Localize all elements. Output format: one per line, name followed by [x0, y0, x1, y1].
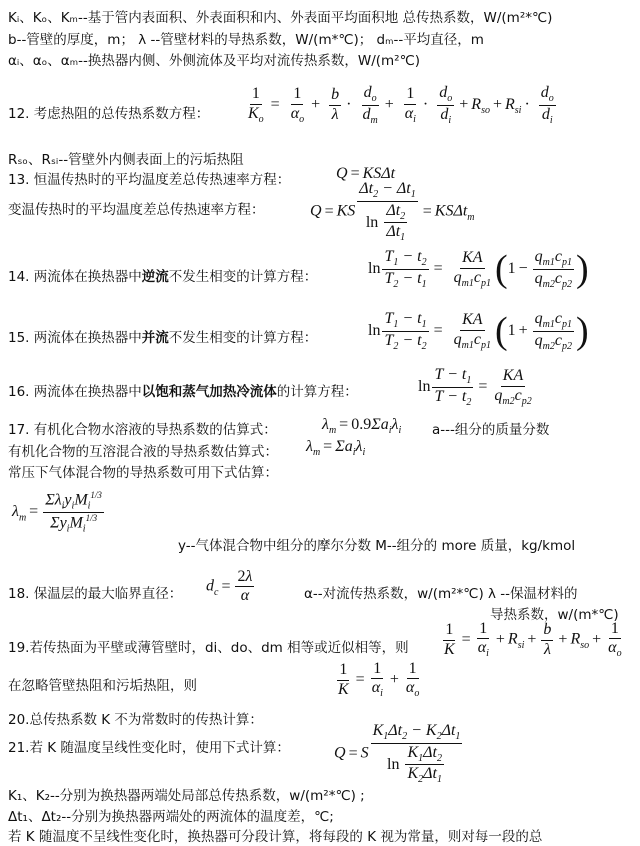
item-16-keyword: 以饱和蒸气加热冷流体 — [141, 384, 277, 400]
equation-19a: $\frac{1}{K}$ = $\frac{1}{\alpha_i}$ + $R_{si}$ + $\frac{b}{\lambda}$ + $R_{so}$ + $\frac{1}{\alpha_o}$ — [444, 620, 622, 660]
item-17-label: 17. 有机化合物水溶液的导热系数的估算式： — [8, 422, 277, 438]
equation-17b: $\lambda_m = \Sigma a_i\lambda_i$ — [306, 438, 366, 459]
text-line-k-definitions: Kᵢ、Kₒ、Kₘ--基于管内表面积、外表面积和内、外表面平均面积地 总传热系数，W/(m²*℃) — [8, 10, 553, 26]
item-18-label: 18. 保温层的最大临界直径： — [8, 586, 183, 602]
equation-16: ln $\frac{T - t_1}{T - t_2}$ = $\frac{KA}{q_{m2}c_{p2}}$ — [418, 366, 532, 408]
item-16-label — [8, 380, 358, 400]
equation-14: ln $\frac{T_1 - t_2}{T_2 - t_1}$ = $\frac{KA}{q_{m1}c_{p1}}$ (1 − $\frac{q_{m1}c_{p1}}{q_{m2}c_{p2}}$ ) — [368, 248, 589, 291]
text-line-k1-k2: K₁、K₂--分别为换热器两端处局部总传热系数，w/(m²*℃) ; — [8, 788, 365, 804]
item-14-text-c: 不发生相变的计算方程： — [168, 269, 318, 285]
item-17-note: a---组分的质量分数 — [432, 422, 550, 438]
item-14-keyword: 逆流 — [141, 269, 169, 285]
equation-13a: Q = KSΔt — [336, 165, 396, 182]
equation-19b: $\frac{1}{K}$ = $\frac{1}{\alpha_i}$ + $\frac{1}{\alpha_o}$ — [338, 660, 420, 700]
item-19-label: 19.若传热面为平壁或薄管壁时，di、do、dm 相等或近似相等，则 — [8, 640, 409, 656]
equation-13b: Q = KS $\Delta t_2 - \Delta t_1$ ln $\frac{\Delta t_2}{\Delta t_1}$ = KSΔt$_m$ — [310, 180, 475, 244]
item-17b-label: 有机化合物的互溶混合液的导热系数估算式： — [8, 444, 278, 460]
equation-21: Q = S $K_1\Delta t_2 - K_2\Delta t_1$ ln $\frac{K_1\Delta t_2}{K_2\Delta t_1}$ — [334, 722, 461, 786]
equation-17c: $\lambda_m$ = $\frac{\Sigma\lambda_iy_iM_i^{1/3}}{\Sigma y_iM_i^{1/3}}$ — [12, 490, 102, 535]
item-16-text-c: 的计算方程： — [276, 384, 358, 400]
text-line-fouling-resistance: Rₛₒ、Rₛᵢ--管壁外内侧表面上的污垢热阻 — [8, 152, 244, 168]
item-15-label — [8, 326, 317, 346]
item-18-note: α--对流传热系数，w/(m²*℃) λ --保温材料的 — [304, 586, 578, 602]
item-21-label: 21.若 K 随温度呈线性变化时，使用下式计算： — [8, 740, 290, 756]
equation-12: $\frac{1}{K_o}$ = $\frac{1}{\alpha_o}$ + $\frac{b}{\lambda}$ · $\frac{d_o}{d_m}$ + $\frac{1}{\alpha_i}$ · $\frac{d_o}{d_i}$ + $R_{so} + R_{si}$ · $\frac{d_o}{d_i}$ — [248, 84, 554, 126]
item-13-label: 13. 恒温传热时的平均温度差总传热速率方程： — [8, 172, 291, 188]
item-20-label: 20.总传热系数 K 不为常数时的传热计算： — [8, 712, 263, 728]
item-15-text-a: 15. 两流体在换热器中 — [8, 330, 142, 346]
item-18-note-2: 导热系数，w/(m*℃) — [490, 607, 619, 623]
text-line-b-lambda-dm: b--管壁的厚度，m； λ --管壁材料的导热系数，W/(m*℃)； dₘ--平均直径，m — [8, 32, 484, 48]
item-15-keyword: 并流 — [141, 330, 169, 346]
item-12-label: 12. 考虑热阻的总传热系数方程： — [8, 106, 210, 122]
text-line-alpha-definitions: αᵢ、αₒ、αₘ--换热器内侧、外侧流体及平均对流传热系数，W/(m²℃) — [8, 53, 420, 69]
equation-17a: $\lambda_m = 0.9\Sigma a_i\lambda_i$ — [322, 416, 402, 437]
equation-15: ln $\frac{T_1 - t_1}{T_2 - t_2}$ = $\frac{KA}{q_{m1}c_{p1}}$ (1 + $\frac{q_{m1}c_{p1}}{q_{m2}c_{p2}}$ ) — [368, 310, 589, 353]
item-14-label — [8, 265, 317, 285]
item-17c-label: 常压下气体混合物的导热系数可用下式估算： — [8, 465, 278, 481]
item-15-text-c: 不发生相变的计算方程： — [168, 330, 318, 346]
equation-18: $d_c$ = $\frac{2\lambda}{\alpha}$ — [206, 568, 253, 605]
item-14-text-a: 14. 两流体在换热器中 — [8, 269, 142, 285]
text-line-nonlinear-k: 若 K 随温度不呈线性变化时，换热器可分段计算，将每段的 K 视为常量，则对每一段的总 — [8, 829, 543, 845]
item-13b-label: 变温传热时的平均温度差总传热速率方程： — [8, 202, 265, 218]
item-19b-label: 在忽略管壁热阻和污垢热阻，则 — [8, 678, 197, 694]
text-line-delta-t: Δt₁、Δt₂--分别为换热器两端处的两流体的温度差，℃; — [8, 809, 334, 825]
item-16-text-a: 16. 两流体在换热器中 — [8, 384, 142, 400]
item-17-note-2: y--气体混合物中组分的摩尔分数 M--组分的 more 质量，kg/kmol — [178, 538, 576, 554]
